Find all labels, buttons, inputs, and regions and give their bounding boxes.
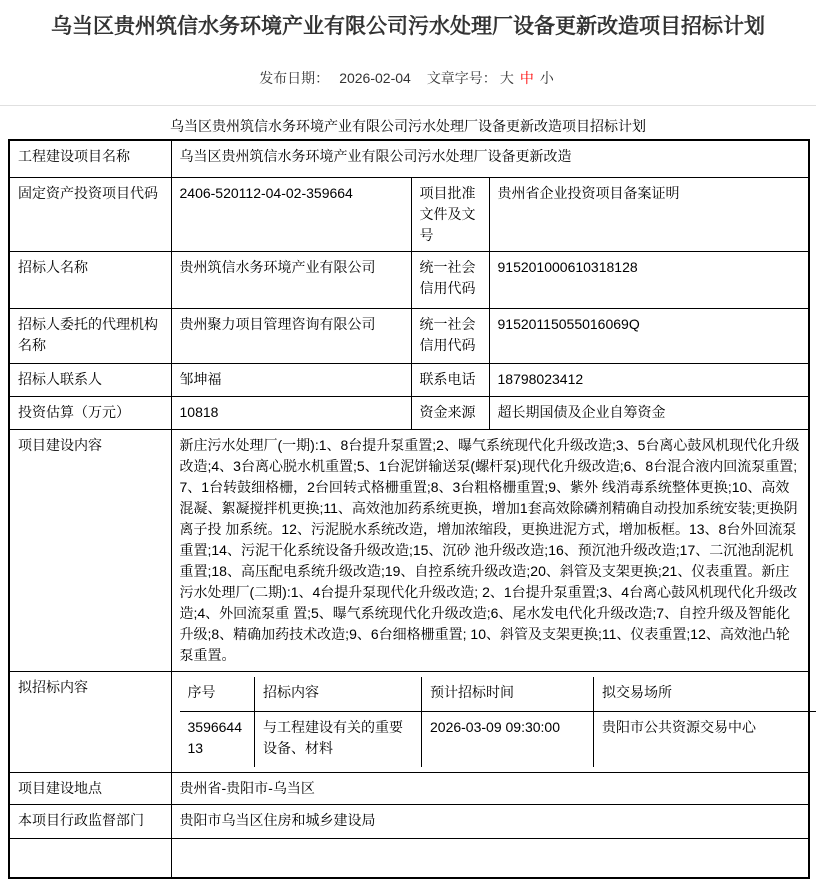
project-name-label: 工程建设项目名称 <box>9 140 171 177</box>
construction-content-value: 新庄污水处理厂(一期):1、8台提升泵重置;2、曝气系统现代化升级改造;3、5台离心鼓风机现代化升级改造;4、3台离心脱水机重置;5、1台泥饼输送泵(螺杆泵)现代化升级改造;6、8台混合液内回流泵重置;7、1台转鼓细格栅，2台回转式格栅重置;8、3台粗格栅重置;9、紫外 线消毒系统整体更换;10、高效混凝、絮凝搅拌机更换;11、高效池加药系统更换，增加1套高效除磷剂精确自动投加系统安装;更换阴离子投 加系统。12、污泥脱水系统改造，增加浓缩段，更换进泥方式，增加板框。13、8台外回流泵重置;14、污泥干化系统设备升级改造;15、沉砂 池升级改造;16、预沉池升级改造;17、二沉池刮泥机重置;18、高压配电系统升级改造;19、自控系统升级改造;20、斜管及支架更换;21、仪表重置。新庄污水处理厂(二期):1、4台提升泵现代化升级改造; 2、1台提升泵重置;3、4台离心鼓风机现代化升级改造;4、外回流泵重 置;5、曝气系统现代化升级改造;6、尾水发电代化升级改造;7、自控升级及智能化升级;8、精确加药技术改造;9、6台细格栅重置; 10、斜管及支架更换;11、仪表重置;12、高效池凸轮泵重置。 <box>171 429 809 671</box>
row-investment <box>9 396 809 429</box>
tenderee-credit-code-value: 915201000610318128 <box>489 251 809 308</box>
supervisor-value: 贵阳市乌当区住房和城乡建设局 <box>171 804 809 838</box>
agency-credit-code-value: 91520115055016069Q <box>489 308 809 363</box>
construction-content-label: 项目建设内容 <box>9 429 171 671</box>
row-continuation-clipped <box>9 838 809 878</box>
tenderee-label: 招标人名称 <box>9 251 171 308</box>
tender-plan-header-content: 招标内容 <box>255 677 422 712</box>
tender-plan-nested-table <box>180 677 816 767</box>
continuation-value-cell <box>171 838 809 878</box>
font-size-medium-link[interactable]: 中 <box>520 70 534 86</box>
tender-plan-header-row <box>180 677 816 712</box>
font-size-label: 文章字号： <box>427 70 497 86</box>
publish-date: 2026-02-04 <box>339 70 411 86</box>
tender-plan-header-time: 预计招标时间 <box>422 677 594 712</box>
font-size-small-link[interactable]: 小 <box>540 70 554 86</box>
approval-doc-label: 项目批准文件及文号 <box>411 177 489 251</box>
phone-value: 18798023412 <box>489 363 809 396</box>
location-label: 项目建设地点 <box>9 772 171 804</box>
tender-plan-no: 359664413 <box>180 712 255 767</box>
tender-plan-label: 拟招标内容 <box>9 671 171 772</box>
row-agency <box>9 308 809 363</box>
funding-label: 资金来源 <box>411 396 489 429</box>
tender-plan-time: 2026-03-09 09:30:00 <box>422 712 594 767</box>
approval-doc-value: 贵州省企业投资项目备案证明 <box>489 177 809 251</box>
font-size-large-link[interactable]: 大 <box>500 70 514 86</box>
project-name-value: 乌当区贵州筑信水务环境产业有限公司污水处理厂设备更新改造 <box>171 140 809 177</box>
table-caption: 乌当区贵州筑信水务环境产业有限公司污水处理厂设备更新改造项目招标计划 <box>0 116 816 136</box>
row-location <box>9 772 809 804</box>
investment-code-value: 2406-520112-04-02-359664 <box>171 177 411 251</box>
tender-plan-header-no: 序号 <box>180 677 255 712</box>
continuation-label-cell <box>9 838 171 878</box>
investment-label: 投资估算（万元） <box>9 396 171 429</box>
row-investment-code <box>9 177 809 251</box>
contact-value: 邹坤福 <box>171 363 411 396</box>
row-construction-content <box>9 429 809 671</box>
tender-plan-nested-host <box>171 671 809 772</box>
row-supervisor <box>9 804 809 838</box>
contact-label: 招标人联系人 <box>9 363 171 396</box>
tender-plan-data-row <box>180 712 816 767</box>
investment-value: 10818 <box>171 396 411 429</box>
tender-plan-table <box>8 139 810 879</box>
row-tenderee <box>9 251 809 308</box>
publish-meta <box>0 68 816 88</box>
phone-label: 联系电话 <box>411 363 489 396</box>
tender-plan-venue: 贵阳市公共资源交易中心 <box>594 712 816 767</box>
agency-label: 招标人委托的代理机构名称 <box>9 308 171 363</box>
tender-plan-header-venue: 拟交易场所 <box>594 677 816 712</box>
row-tender-plan <box>9 671 809 772</box>
tenderee-value: 贵州筑信水务环境产业有限公司 <box>171 251 411 308</box>
page-title: 乌当区贵州筑信水务环境产业有限公司污水处理厂设备更新改造项目招标计划 <box>0 0 816 41</box>
tenderee-credit-code-label: 统一社会信用代码 <box>411 251 489 308</box>
header-divider <box>0 105 816 106</box>
investment-code-label: 固定资产投资项目代码 <box>9 177 171 251</box>
publish-date-label: 发布日期： <box>259 70 329 86</box>
location-value: 贵州省-贵阳市-乌当区 <box>171 772 809 804</box>
agency-value: 贵州聚力项目管理咨询有限公司 <box>171 308 411 363</box>
agency-credit-code-label: 统一社会信用代码 <box>411 308 489 363</box>
tender-plan-content: 与工程建设有关的重要设备、材料 <box>255 712 422 767</box>
supervisor-label: 本项目行政监督部门 <box>9 804 171 838</box>
funding-value: 超长期国债及企业自筹资金 <box>489 396 809 429</box>
row-project-name <box>9 140 809 177</box>
row-contact <box>9 363 809 396</box>
